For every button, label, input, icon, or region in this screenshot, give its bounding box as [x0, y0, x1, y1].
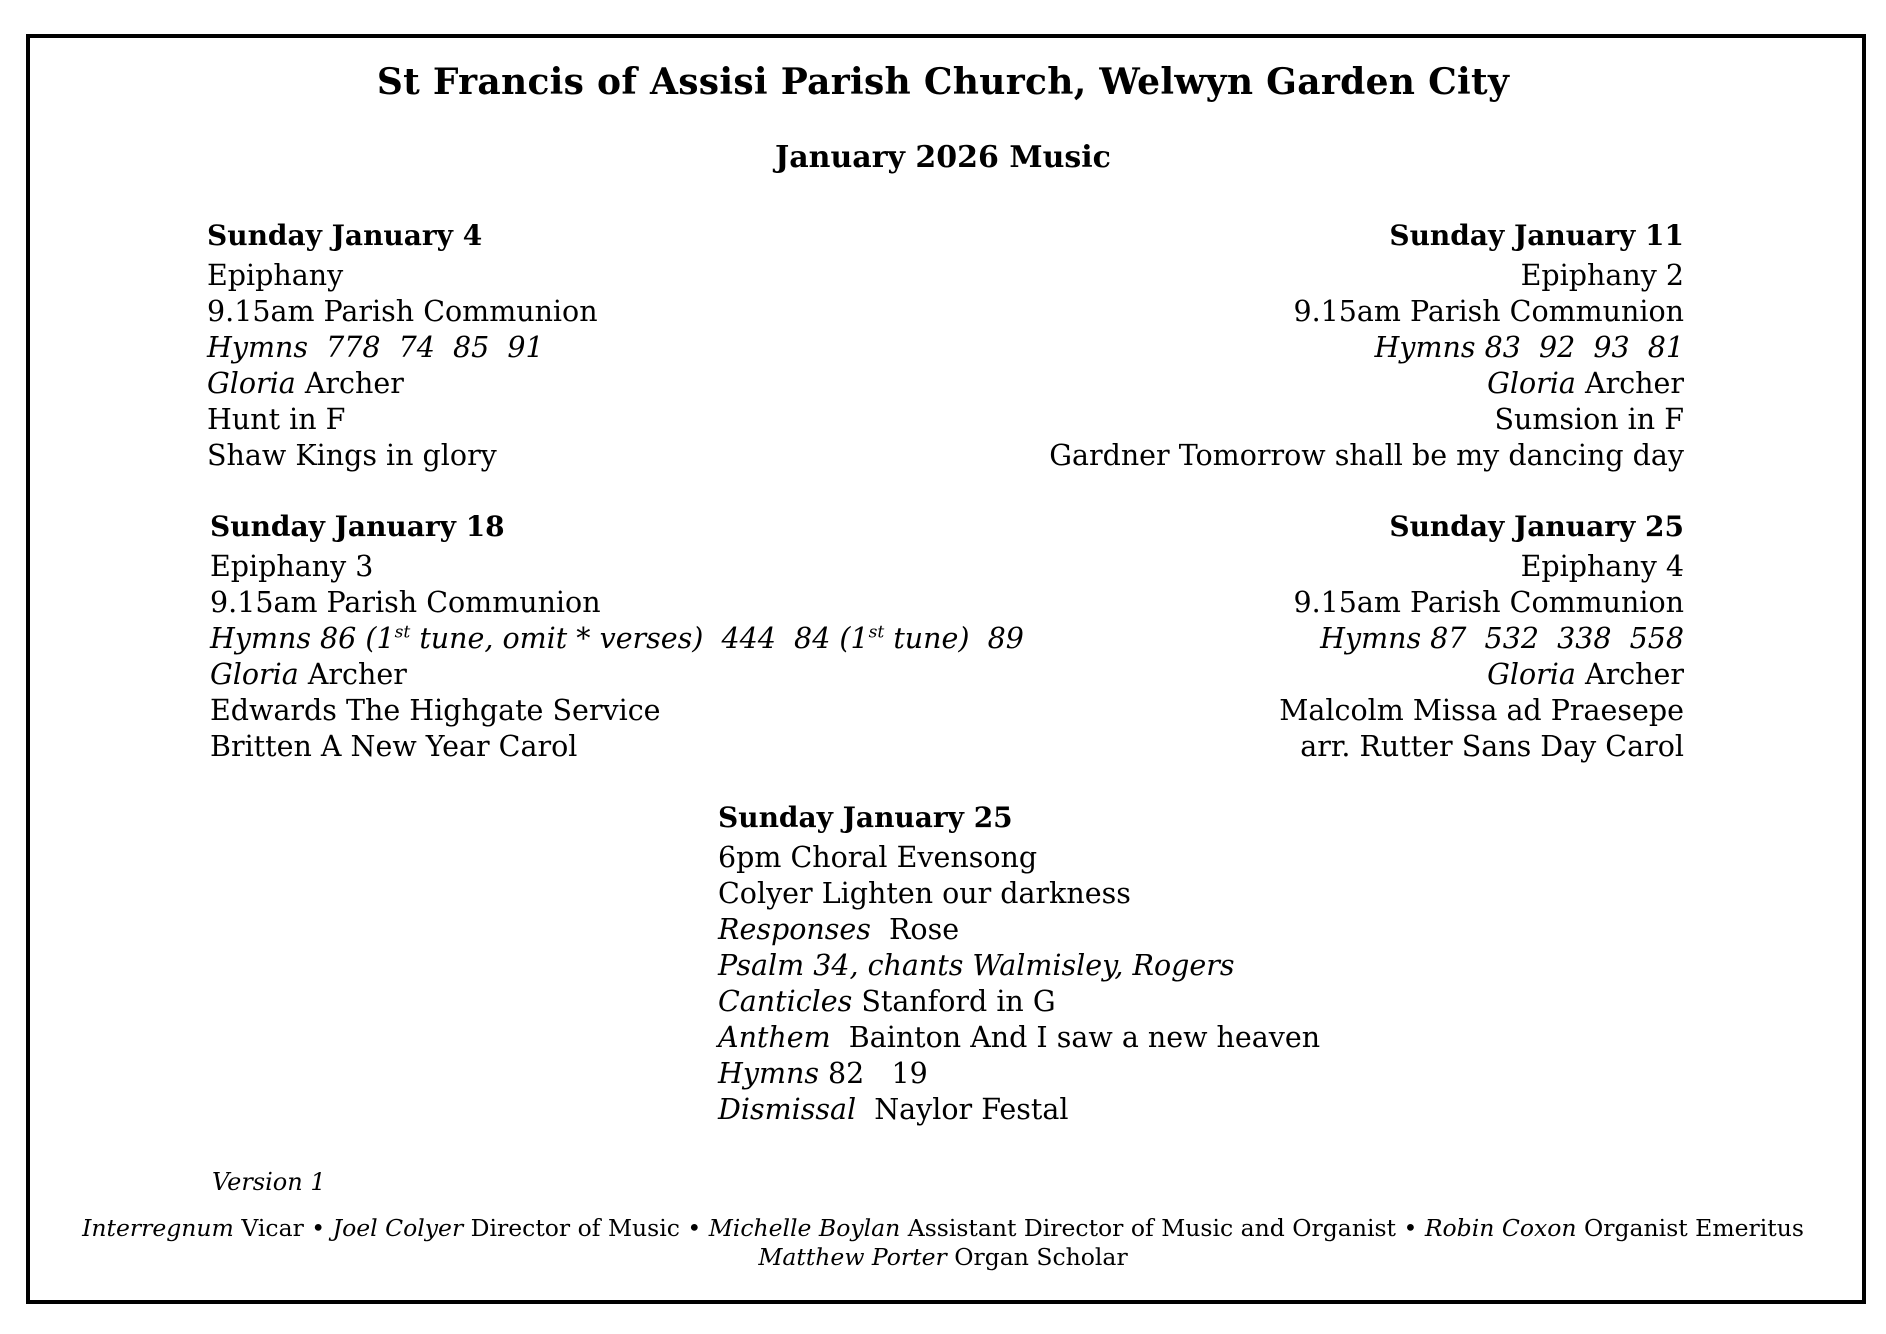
service-block-jan-18 [210, 509, 1024, 765]
service-heading: Sunday January 4 [207, 219, 483, 252]
anthem: Britten A New Year Carol [210, 730, 578, 763]
responses-composer: Rose [888, 913, 960, 946]
service-time: 9.15am Parish Communion [1293, 295, 1684, 328]
gloria-composer: Archer [307, 658, 407, 691]
anthem: Bainton And I saw a new heaven [848, 1021, 1321, 1054]
staff-name: Michelle Boylan [708, 1214, 901, 1242]
gloria-label: Gloria [1487, 367, 1576, 400]
hymns-label: Hymns [1320, 622, 1422, 655]
anthem: Gardner Tomorrow shall be my dancing day [1049, 439, 1684, 472]
canticles-label: Canticles [718, 985, 853, 1018]
mass-setting: Malcolm Missa ad Praesepe [1279, 694, 1684, 727]
service-time: 9.15am Parish Communion [1293, 586, 1684, 619]
staff-role: Organist Emeritus [1583, 1214, 1804, 1242]
hymns-line [210, 621, 1024, 657]
responses-label: Responses [718, 913, 871, 946]
version-label: Version 1 [212, 1168, 326, 1196]
occasion: Epiphany 3 [210, 550, 374, 583]
anthem: arr. Rutter Sans Day Carol [1300, 730, 1684, 763]
dismissal-composer: Naylor Festal [874, 1093, 1069, 1126]
gloria-line [207, 366, 598, 402]
staff-line-1 [0, 1214, 1886, 1243]
gloria-composer: Archer [304, 367, 404, 400]
staff-name: Joel Colyer [332, 1214, 464, 1242]
service-time: 9.15am Parish Communion [210, 586, 601, 619]
canticles-setting: Stanford in G [861, 985, 1056, 1018]
hymn-part: tune) 89 [884, 622, 1024, 655]
staff-name: Robin Coxon [1424, 1214, 1577, 1242]
anthem: Shaw Kings in glory [207, 439, 497, 472]
service-block-jan-25-morning [1279, 509, 1684, 765]
introit: Colyer Lighten our darkness [718, 877, 1131, 910]
gloria-line [1049, 366, 1684, 402]
mass-setting: Hunt in F [207, 403, 346, 436]
hymn-numbers: 82 19 [828, 1057, 928, 1090]
service-time: 6pm Choral Evensong [718, 841, 1038, 874]
staff-line-2 [0, 1243, 1886, 1272]
hymns-label: Hymns [210, 622, 311, 655]
gloria-composer: Archer [1584, 367, 1684, 400]
hymns-line [1279, 621, 1684, 657]
hymns-label: Hymns [207, 331, 308, 364]
service-heading: Sunday January 11 [1389, 219, 1684, 252]
mass-setting: Edwards The Highgate Service [210, 694, 661, 727]
service-heading: Sunday January 25 [1389, 510, 1684, 543]
hymns-line [1049, 330, 1684, 366]
separator: • [1403, 1214, 1418, 1242]
staff-role: Vicar [241, 1214, 304, 1242]
hymn-numbers: 778 74 85 91 [326, 331, 544, 364]
hymn-superscript: st [868, 622, 885, 643]
canticles-line [718, 984, 1320, 1020]
staff-role: Assistant Director of Music and Organist [907, 1214, 1396, 1242]
occasion: Epiphany 4 [1520, 550, 1684, 583]
hymn-numbers: 87 532 338 558 [1430, 622, 1684, 655]
occasion: Epiphany [207, 259, 344, 292]
separator: • [311, 1214, 326, 1242]
service-block-evensong [718, 800, 1320, 1128]
hymn-part: 86 (1 [320, 622, 395, 655]
staff-role: Director of Music [470, 1214, 680, 1242]
hymn-superscript: st [394, 622, 411, 643]
hymns-label: Hymns [1374, 331, 1476, 364]
gloria-line [1279, 657, 1684, 693]
dismissal-label: Dismissal [718, 1093, 857, 1126]
page-subtitle: January 2026 Music [775, 140, 1111, 175]
dismissal-line [718, 1092, 1320, 1128]
separator: • [687, 1214, 702, 1242]
gloria-label: Gloria [210, 658, 299, 691]
psalm: Psalm 34, chants Walmisley, Rogers [718, 949, 1235, 982]
staff-name: Matthew Porter [758, 1243, 947, 1271]
service-block-jan-4 [207, 218, 598, 474]
staff-role: Organ Scholar [954, 1243, 1128, 1271]
page-title: St Francis of Assisi Parish Church, Welwyn Garden City [376, 61, 1510, 103]
occasion: Epiphany 2 [1520, 259, 1684, 292]
hymn-numbers: 83 92 93 81 [1484, 331, 1684, 364]
gloria-composer: Archer [1584, 658, 1684, 691]
gloria-line [210, 657, 1024, 693]
staff-name: Interregnum [82, 1214, 234, 1242]
gloria-label: Gloria [207, 367, 296, 400]
staff-footer [0, 1214, 1886, 1272]
hymns-line [207, 330, 598, 366]
hymn-part: tune, omit * verses) 444 84 (1 [410, 622, 869, 655]
responses-line [718, 912, 1320, 948]
service-time: 9.15am Parish Communion [207, 295, 598, 328]
hymns-line [718, 1056, 1320, 1092]
gloria-label: Gloria [1487, 658, 1576, 691]
service-heading: Sunday January 25 [718, 801, 1013, 834]
hymns-label: Hymns [718, 1057, 819, 1090]
service-block-jan-11 [1049, 218, 1684, 474]
anthem-label: Anthem [718, 1021, 831, 1054]
service-heading: Sunday January 18 [210, 510, 505, 543]
mass-setting: Sumsion in F [1494, 403, 1684, 436]
anthem-line [718, 1020, 1320, 1056]
